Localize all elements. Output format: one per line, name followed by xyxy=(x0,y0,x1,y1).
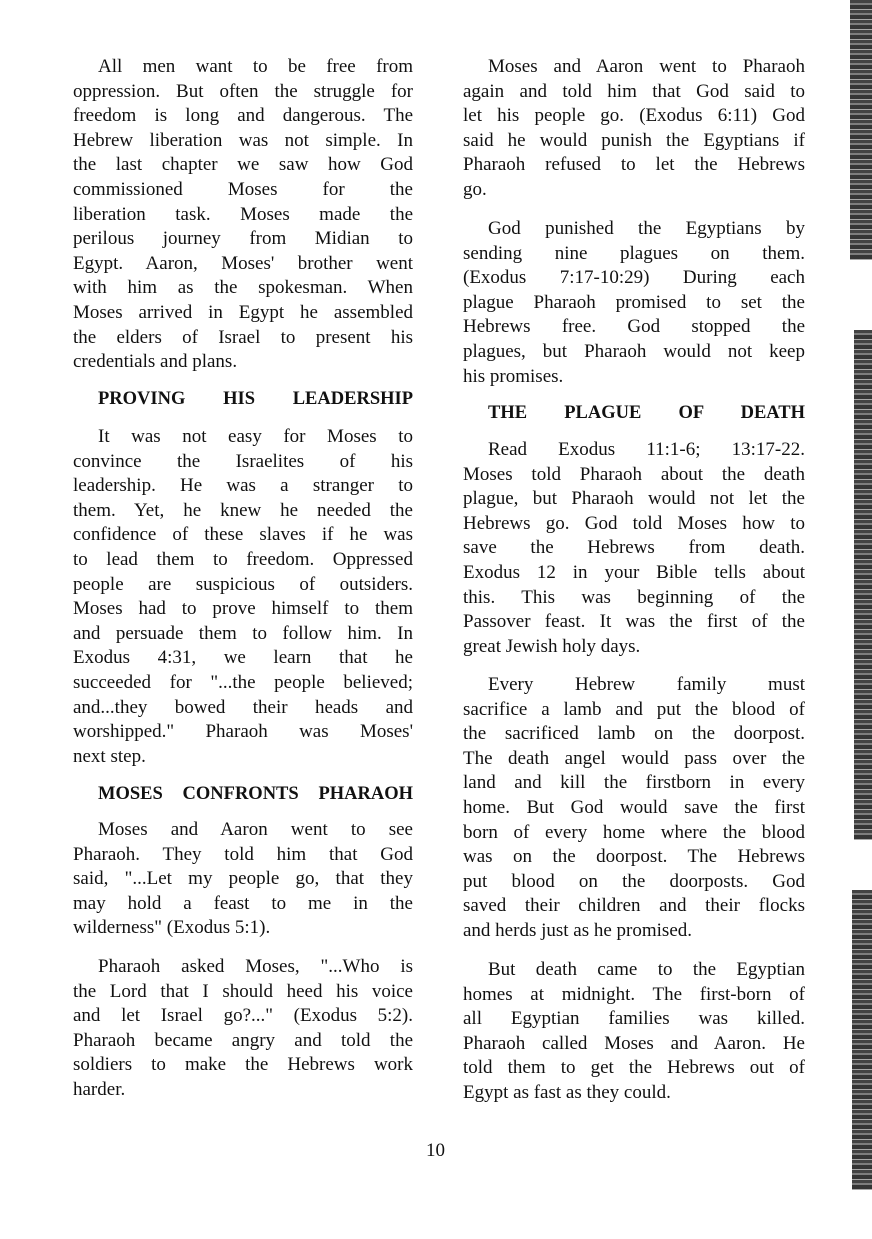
heading-text: PROVING HIS LEADERSHIP xyxy=(98,389,413,409)
text-line: Hebrews free. God stopped the xyxy=(463,316,805,338)
text-line: Moses and Aaron went to Pharaoh xyxy=(488,56,805,77)
paragraph xyxy=(73,818,413,941)
text-line: them. Yet, he knew he needed the xyxy=(73,499,413,521)
text-line: go. xyxy=(463,178,487,200)
text-line: with him as the spokesman. When xyxy=(73,277,413,299)
scan-edge-shadow xyxy=(852,890,872,1190)
heading-text: MOSES CONFRONTS PHARAOH xyxy=(98,784,413,804)
paragraph xyxy=(463,438,805,659)
text-line: homes at midnight. The first-born of xyxy=(463,983,805,1005)
text-line: told them to get the Hebrews out of xyxy=(463,1057,805,1079)
text-line: Read Exodus 11:1-6; 13:17-22. xyxy=(488,439,805,460)
text-line: wilderness" (Exodus 5:1). xyxy=(73,917,271,939)
text-line: and...they bowed their heads and xyxy=(73,696,413,718)
text-line: worshipped." Pharaoh was Moses' xyxy=(73,721,413,743)
section-heading xyxy=(73,782,413,807)
text-line: saved their children and their flocks xyxy=(463,895,805,917)
text-line: Hebrews go. God told Moses how to xyxy=(463,512,805,534)
text-line: confidence of these slaves if he was xyxy=(73,524,413,546)
text-line: all Egyptian families was killed. xyxy=(463,1008,805,1030)
text-line: put blood on the doorposts. God xyxy=(463,870,805,892)
text-line: said he would punish the Egyptians if xyxy=(463,129,805,151)
text-line: this. This was beginning of the xyxy=(463,586,805,608)
text-line: harder. xyxy=(73,1078,126,1100)
text-line: Pharaoh asked Moses, "...Who is xyxy=(98,956,413,977)
text-line: people are suspicious of outsiders. xyxy=(73,573,413,595)
section-heading xyxy=(73,387,413,412)
text-line: sending nine plagues on them. xyxy=(463,242,805,264)
text-line: Moses had to prove himself to them xyxy=(73,598,413,620)
text-line: sacrifice a lamb and put the blood of xyxy=(463,698,805,720)
paragraph xyxy=(73,955,413,1103)
text-line: convince the Israelites of his xyxy=(73,450,413,472)
text-line: Passover feast. It was the first of the xyxy=(463,611,805,633)
text-line: Egypt as fast as they could. xyxy=(463,1081,671,1103)
paragraph xyxy=(73,55,413,375)
text-line: leadership. He was a stranger to xyxy=(73,475,413,497)
text-line: land and kill the firstborn in every xyxy=(463,772,805,794)
text-line: liberation task. Moses made the xyxy=(73,203,413,225)
scan-edge-shadow xyxy=(850,0,872,260)
text-line: the Lord that I should heed his voice xyxy=(73,980,413,1002)
text-line: next step. xyxy=(73,745,146,767)
text-line: freedom is long and dangerous. The xyxy=(73,105,413,127)
text-line: Pharaoh refused to let the Hebrews xyxy=(463,154,805,176)
text-line: save the Hebrews from death. xyxy=(463,537,805,559)
text-line: The death angel would pass over the xyxy=(463,747,805,769)
text-line: Pharaoh called Moses and Aaron. He xyxy=(463,1032,805,1054)
text-line: But death came to the Egyptian xyxy=(488,959,805,980)
text-line: Moses told Pharaoh about the death xyxy=(463,463,805,485)
text-line: his promises. xyxy=(463,365,564,387)
text-line: let his people go. (Exodus 6:11) God xyxy=(463,105,805,127)
text-line: plague, but Pharaoh would not let the xyxy=(463,488,805,510)
text-line: said, "...Let my people go, that they xyxy=(73,868,413,890)
section-heading xyxy=(463,401,805,426)
paragraph xyxy=(463,217,805,389)
text-line: Egypt. Aaron, Moses' brother went xyxy=(73,252,413,274)
text-line: credentials and plans. xyxy=(73,351,238,373)
paragraph xyxy=(463,55,805,203)
text-line: Moses and Aaron went to see xyxy=(98,819,413,840)
paragraph xyxy=(463,673,805,944)
text-line: Moses arrived in Egypt he assembled xyxy=(73,301,413,323)
text-line: commissioned Moses for the xyxy=(73,178,413,200)
text-line: great Jewish holy days. xyxy=(463,635,641,657)
text-line: born of every home where the blood xyxy=(463,821,805,843)
text-line: God punished the Egyptians by xyxy=(488,218,805,239)
paragraph xyxy=(463,958,805,1106)
text-line: and let Israel go?..." (Exodus 5:2). xyxy=(73,1005,413,1027)
scan-edge-shadow xyxy=(854,330,872,840)
text-line: and herds just as he promised. xyxy=(463,919,693,941)
text-line: oppression. But often the struggle for xyxy=(73,80,413,102)
text-line: Pharaoh became angry and told the xyxy=(73,1029,413,1051)
text-line: to lead them to freedom. Oppressed xyxy=(73,548,413,570)
text-line: All men want to be free from xyxy=(98,56,413,77)
text-line: (Exodus 7:17-10:29) During each xyxy=(463,267,805,289)
text-line: Every Hebrew family must xyxy=(488,674,805,695)
text-line: Hebrew liberation was not simple. In xyxy=(73,129,413,151)
text-line: Pharaoh. They told him that God xyxy=(73,843,413,865)
text-line: the elders of Israel to present his xyxy=(73,326,413,348)
text-line: home. But God would save the first xyxy=(463,796,805,818)
text-line: It was not easy for Moses to xyxy=(98,426,413,447)
text-line: the sacrificed lamb on the doorpost. xyxy=(463,723,805,745)
text-line: succeeded for "...the people believed; xyxy=(73,671,413,693)
text-line: and persuade them to follow him. In xyxy=(73,622,413,644)
page-number: 10 xyxy=(426,1140,445,1161)
text-line: was on the doorpost. The Hebrews xyxy=(463,846,805,868)
text-line: plagues, but Pharaoh would not keep xyxy=(463,340,805,362)
text-line: Exodus 12 in your Bible tells about xyxy=(463,561,805,583)
text-line: Exodus 4:31, we learn that he xyxy=(73,647,413,669)
text-line: again and told him that God said to xyxy=(463,80,805,102)
text-line: soldiers to make the Hebrews work xyxy=(73,1054,413,1076)
text-line: perilous journey from Midian to xyxy=(73,228,413,250)
text-line: may hold a feast to me in the xyxy=(73,892,413,914)
text-line: the last chapter we saw how God xyxy=(73,154,413,176)
heading-text: THE PLAGUE OF DEATH xyxy=(488,403,805,423)
text-line: plague Pharaoh promised to set the xyxy=(463,291,805,313)
paragraph xyxy=(73,425,413,769)
